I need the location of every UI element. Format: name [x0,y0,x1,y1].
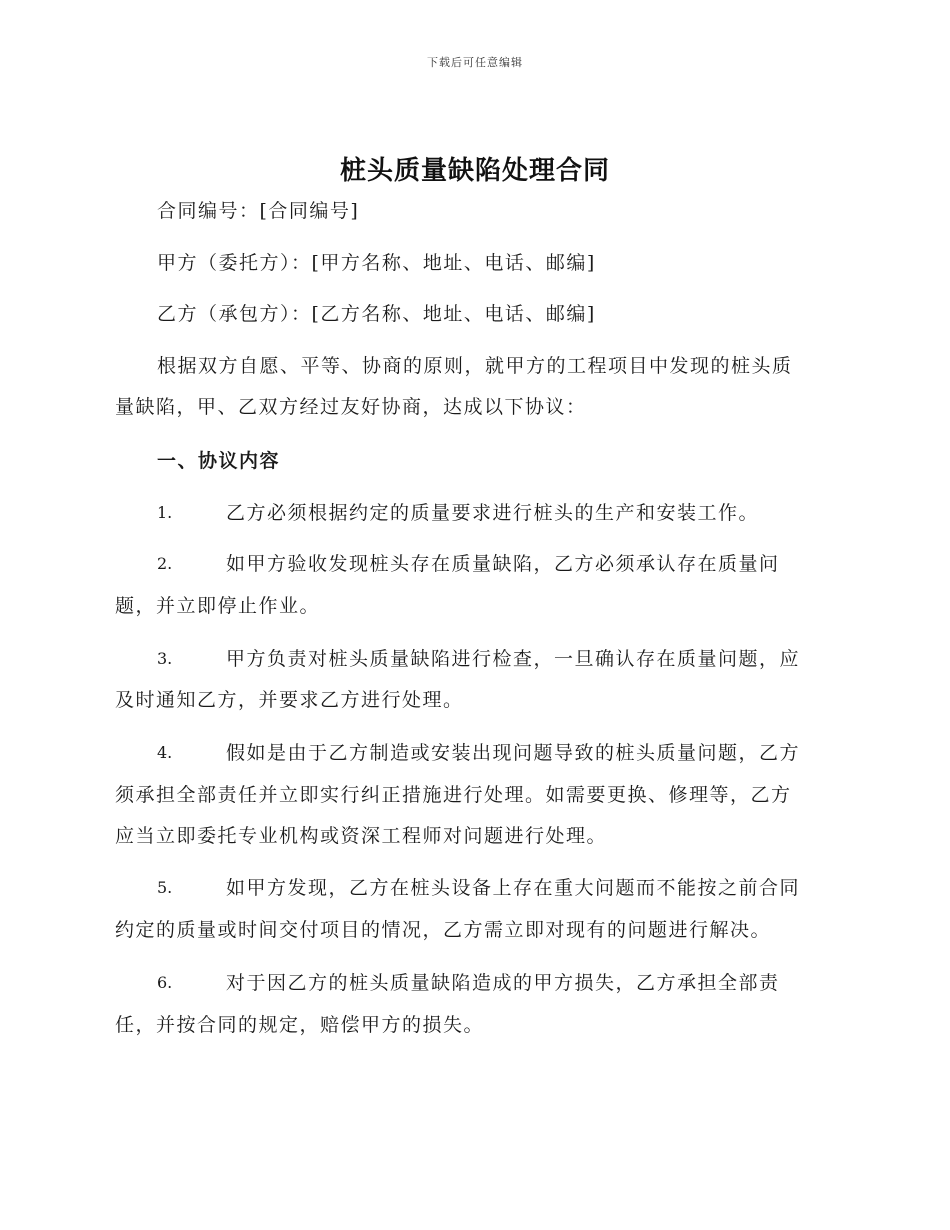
item-5-line-1: 如甲方发现，乙方在桩头设备上存在重大问题而不能按之前合同 [226,877,801,899]
item-number: 4. [157,743,173,762]
item-number: 1. [157,503,173,522]
item-2-line-1: 如甲方验收发现桩头存在质量缺陷，乙方必须承认存在质量问 [226,553,780,575]
intro-line-2: 量缺陷，甲、乙双方经过友好协商，达成以下协议： [115,396,587,418]
item-5-line-2: 约定的质量或时间交付项目的情况，乙方需立即对现有的问题进行解决。 [115,919,772,941]
party-a-line: 甲方（委托方）：[甲方名称、地址、电话、邮编] [157,252,596,274]
party-b-line: 乙方（承包方）：[乙方名称、地址、电话、邮编] [157,303,596,325]
section-heading: 一、协议内容 [157,450,281,472]
item-2-line-2: 题，并立即停止作业。 [115,595,321,617]
item-number: 2. [157,554,173,573]
header-note: 下载后可任意编辑 [427,56,523,69]
intro-line-1: 根据双方自愿、平等、协商的原则，就甲方的工程项目中发现的桩头质 [157,355,793,377]
item-number: 3. [157,649,173,668]
item-4-line-2: 须承担全部责任并立即实行纠正措施进行处理。如需要更换、修理等，乙方 [115,784,792,806]
contract-number-line: 合同编号：[合同编号] [157,200,360,222]
item-4-line-1: 假如是由于乙方制造或安装出现问题导致的桩头质量问题，乙方 [226,742,801,764]
item-6-line-1: 对于因乙方的桩头质量缺陷造成的甲方损失，乙方承担全部责 [226,972,780,994]
item-number: 5. [157,878,173,897]
item-1-line-1: 乙方必须根据约定的质量要求进行桩头的生产和安装工作。 [226,502,760,524]
item-number: 6. [157,973,173,992]
document-title: 桩头质量缺陷处理合同 [339,156,610,186]
item-3-line-1: 甲方负责对桩头质量缺陷进行检查，一旦确认存在质量问题，应 [226,648,801,670]
item-3-line-2: 及时通知乙方，并要求乙方进行处理。 [115,689,464,711]
item-6-line-2: 任，并按合同的规定，赔偿甲方的损失。 [115,1014,485,1036]
item-4-line-3: 应当立即委托专业机构或资深工程师对问题进行处理。 [115,825,608,847]
